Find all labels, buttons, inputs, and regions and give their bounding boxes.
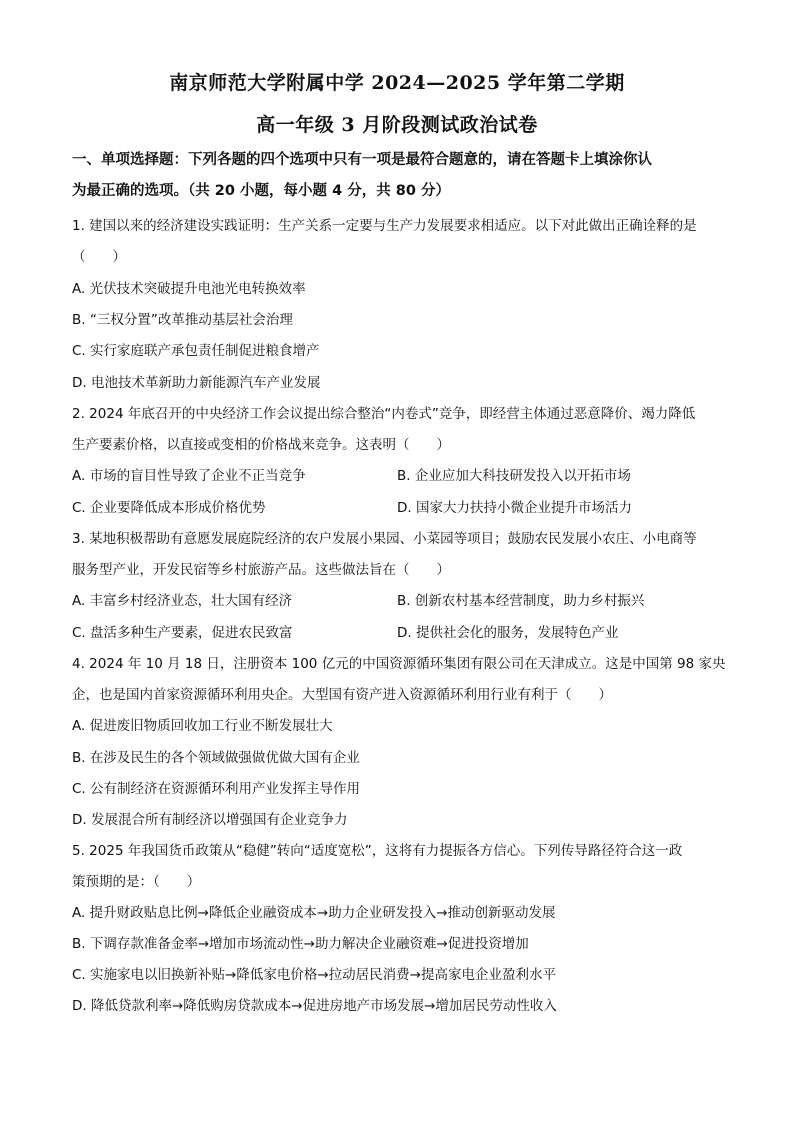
q1-stem-line2: （ ）	[72, 249, 126, 265]
q2-stem-line2: 生产要素价格，以直接或变相的价格战来竞争。这表明（ ）	[72, 437, 450, 453]
q1-option-b: B. “三权分置”改革推动基层社会治理	[72, 312, 293, 328]
q2-option-c: C. 企业要降低成本形成价格优势	[72, 500, 266, 516]
q4-option-d: D. 发展混合所有制经济以增强国有企业竞争力	[72, 812, 348, 828]
q3-stem-line1: 3. 某地积极帮助有意愿发展庭院经济的农户发展小果园、小菜园等项目；鼓励农民发展小农庄、小电商等	[72, 531, 697, 547]
q3-option-a: A. 丰富乡村经济业态，壮大国有经济	[72, 593, 293, 609]
section-instructions-line2: 为最正确的选项。（共 20 小题，每小题 4 分，共 80 分）	[72, 183, 450, 199]
q1-option-a: A. 光伏技术突破提升电池光电转换效率	[72, 281, 306, 297]
q4-stem-line2: 企，也是国内首家资源循环利用央企。大型国有资产进入资源循环利用行业有利于（ ）	[72, 687, 612, 703]
q4-stem-line1: 4. 2024 年 10 月 18 日，注册资本 100 亿元的中国资源循环集团有限公司在天津成立。这是中国第 98 家央	[72, 656, 726, 672]
q1-option-d: D. 电池技术革新助力新能源汽车产业发展	[72, 375, 321, 391]
section-instructions	[72, 145, 732, 207]
section-instructions-line1: 一、单项选择题：下列各题的四个选项中只有一项是最符合题意的，请在答题卡上填涂你认	[72, 152, 652, 168]
q2-stem-line1: 2. 2024 年底召开的中央经济工作会议提出综合整治“内卷式”竞争，即经营主体通过恶意降价、竭力降低	[72, 406, 696, 422]
q4-option-b: B. 在涉及民生的各个领域做强做优做大国有企业	[72, 750, 360, 766]
q3-stem-line2: 服务型产业，开发民宿等乡村旅游产品。这些做法旨在（ ）	[72, 562, 450, 578]
q5-option-a: A. 提升财政贴息比例→降低企业融资成本→助力企业研发投入→推动创新驱动发展	[72, 905, 556, 921]
q1-option-c: C. 实行家庭联产承包责任制促进粮食增产	[72, 343, 320, 359]
q2-option-d: D. 国家大力扶持小微企业提升市场活力	[397, 500, 632, 516]
q3-option-b: B. 创新农村基本经营制度，助力乡村振兴	[397, 593, 645, 609]
q4-option-a: A. 促进废旧物质回收加工行业不断发展壮大	[72, 718, 333, 734]
q5-option-c: C. 实施家电以旧换新补贴→降低家电价格→拉动居民消费→提高家电企业盈利水平	[72, 967, 556, 983]
q5-stem-line2: 策预期的是：（ ）	[72, 874, 201, 890]
q1-stem-line1: 1. 建国以来的经济建设实践证明：生产关系一定要与生产力发展要求相适应。以下对此做出正确诠释的是	[72, 218, 697, 234]
q5-stem-line1: 5. 2025 年我国货币政策从“稳健”转向“适度宽松”，这将有力提振各方信心。下列传导路径符合这一政	[72, 843, 683, 859]
q4-option-c: C. 公有制经济在资源循环利用产业发挥主导作用	[72, 781, 361, 797]
q2-option-b: B. 企业应加大科技研发投入以开拓市场	[397, 468, 631, 484]
q3-option-c: C. 盘活多种生产要素，促进农民致富	[72, 625, 293, 641]
q3-option-d: D. 提供社会化的服务，发展特色产业	[397, 625, 619, 641]
exam-title-school: 南京师范大学附属中学 2024—2025 学年第二学期	[169, 72, 625, 94]
q5-option-b: B. 下调存款准备金率→增加市场流动性→助力解决企业融资难→促进投资增加	[72, 936, 529, 952]
q5-option-d: D. 降低贷款利率→降低购房贷款成本→促进房地产市场发展→增加居民劳动性收入	[72, 998, 557, 1014]
q2-option-a: A. 市场的盲目性导致了企业不正当竞争	[72, 468, 306, 484]
exam-title-subject: 高一年级 3 月阶段测试政治试卷	[256, 114, 538, 136]
